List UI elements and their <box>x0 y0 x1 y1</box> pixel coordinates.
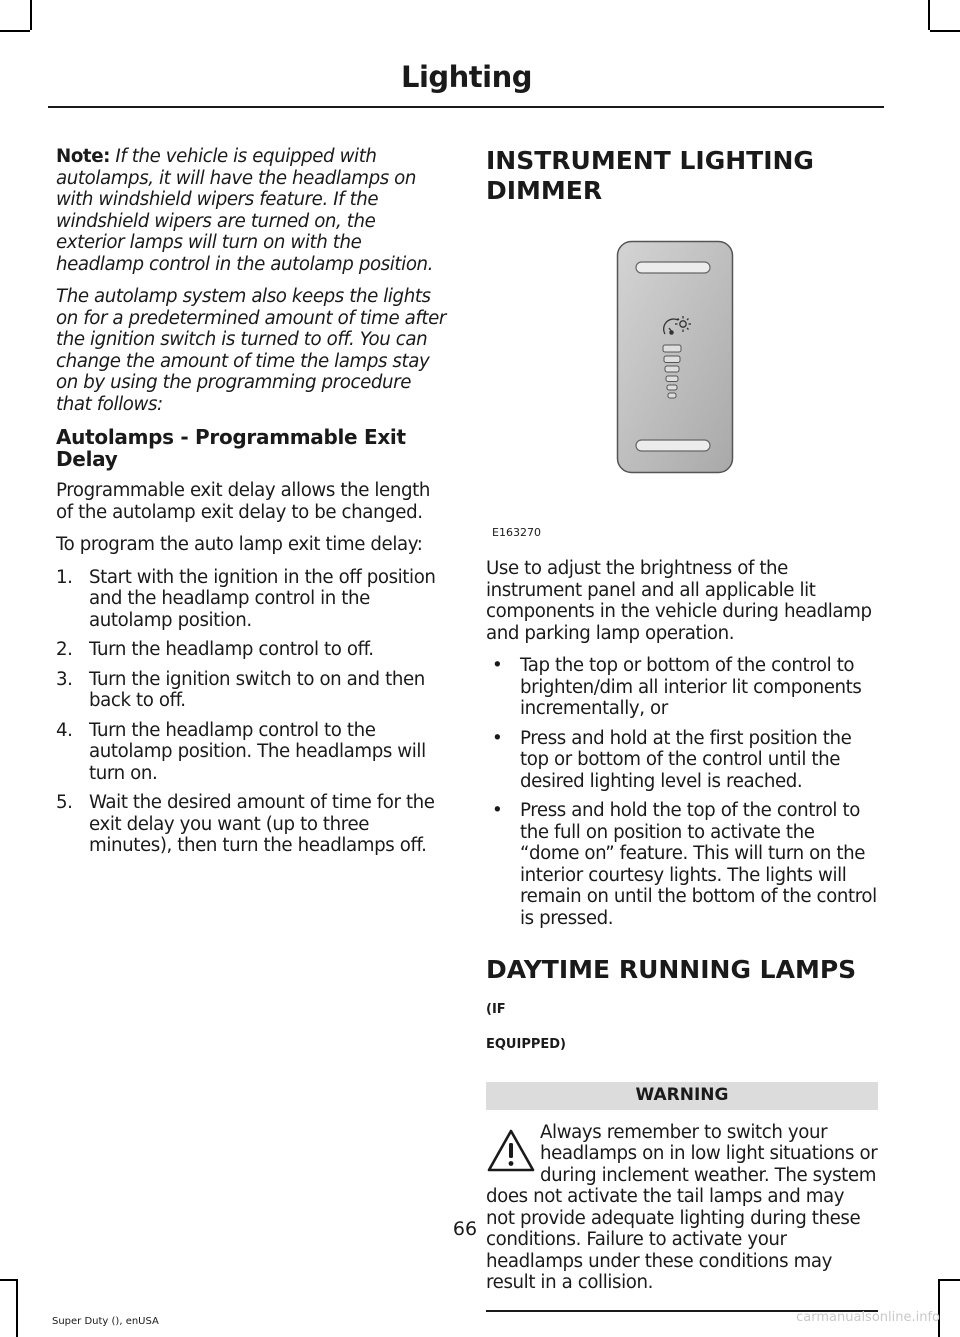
bullet-item <box>486 655 878 720</box>
page-title: Lighting <box>400 60 532 94</box>
watermark: carmanualsonline.info <box>796 1310 940 1325</box>
step-text: Start with the ignition in the off position and the headlamp control in the autolamp position. <box>89 566 436 631</box>
left-column <box>56 146 448 865</box>
dimmer-bullets <box>486 655 878 929</box>
step-item <box>56 639 448 661</box>
dimmer-switch-illustration <box>616 240 734 474</box>
step-number: 5. <box>56 792 73 813</box>
program-intro: To program the auto lamp exit time delay: <box>56 534 423 555</box>
bullet-marker: • <box>492 800 503 821</box>
right-column <box>486 146 878 1312</box>
exit-delay-paragraph: Programmable exit delay allows the length of the autolamp exit delay to be changed. <box>56 480 430 523</box>
subheading-exit-delay: Autolamps - Programmable Exit Delay <box>56 425 406 471</box>
step-item <box>56 792 448 857</box>
section-heading-drl <box>486 955 878 1060</box>
section-heading-dimmer <box>486 146 878 206</box>
dimmer-description: Use to adjust the brightness of the instrument panel and all applicable lit components in the vehicle during headlamp and parking lamp operation. <box>486 558 872 644</box>
step-item <box>56 567 448 632</box>
note-label: Note: <box>56 146 111 167</box>
warning-header: WARNING <box>486 1082 878 1110</box>
heading-suffix: EQUIPPED) <box>486 1037 566 1052</box>
crop-mark <box>16 1279 18 1337</box>
warning-triangle-icon <box>486 1128 536 1174</box>
step-text: Turn the ignition switch to on and then back to off. <box>89 668 425 711</box>
figure-id: E163270 <box>492 526 541 539</box>
warning-body <box>486 1122 878 1294</box>
bullet-item <box>486 800 878 929</box>
crop-mark <box>930 30 960 32</box>
bullet-item <box>486 728 878 793</box>
bullet-text: Tap the top or bottom of the control to brighten/dim all interior lit components incrementally, or <box>520 655 862 719</box>
step-item <box>56 669 448 712</box>
dimmer-figure <box>486 240 878 539</box>
step-text: Turn the headlamp control to off. <box>89 639 374 660</box>
footer-doc-info: Super Duty (), enUSA <box>52 1316 159 1327</box>
bullet-marker: • <box>492 655 503 676</box>
heading-text: DAYTIME RUNNING LAMPS <box>486 955 857 984</box>
crop-mark <box>30 0 32 30</box>
heading-line: DIMMER <box>486 176 603 205</box>
step-number: 1. <box>56 566 73 588</box>
crop-mark <box>938 1279 960 1281</box>
heading-suffix: (IF <box>486 1002 506 1017</box>
heading-line: INSTRUMENT LIGHTING <box>486 146 814 175</box>
header-rule <box>48 106 884 108</box>
note-paragraph <box>56 146 448 275</box>
bullet-text: Press and hold the top of the control to the full on position to activate the “dome on” feature. This will turn on the interior courtesy lights. The lights will remain on until the bottom of the control is pressed. <box>520 800 877 929</box>
step-number: 3. <box>56 668 73 690</box>
program-steps <box>56 567 448 857</box>
crop-mark <box>928 0 930 30</box>
autolamp-paragraph: The autolamp system also keeps the lights on for a predetermined amount of time after the ignition switch is turned to off. You can change the amount of time the lamps stay on by using the programming procedure that follows: <box>56 286 446 415</box>
crop-mark <box>938 1279 940 1337</box>
step-number: 2. <box>56 639 73 660</box>
step-text: Turn the headlamp control to the autolamp position. The headlamps will turn on. <box>89 719 426 784</box>
note-text: If the vehicle is equipped with autolamps, it will have the headlamps on with windshield wipers feature. If the windshield wipers are turned on, the exterior lamps will turn on with the headlamp control in the autolamp position. <box>56 146 434 275</box>
warning-text: Always remember to switch your headlamps on in low light situations or during inclement weather. The system does not activate the tail lamps and may not provide adequate lighting during these conditions. Failure to activate your headlamps under these conditions may result in a collision. <box>486 1121 878 1293</box>
step-number: 4. <box>56 719 73 741</box>
crop-mark <box>0 30 30 32</box>
bullet-marker: • <box>492 727 503 749</box>
step-item <box>56 720 448 785</box>
step-text: Wait the desired amount of time for the exit delay you want (up to three minutes), then turn the headlamps off. <box>89 792 435 856</box>
bullet-text: Press and hold at the first position the top or bottom of the control until the desired lighting level is reached. <box>520 727 852 792</box>
page-number: 66 <box>452 1218 478 1240</box>
